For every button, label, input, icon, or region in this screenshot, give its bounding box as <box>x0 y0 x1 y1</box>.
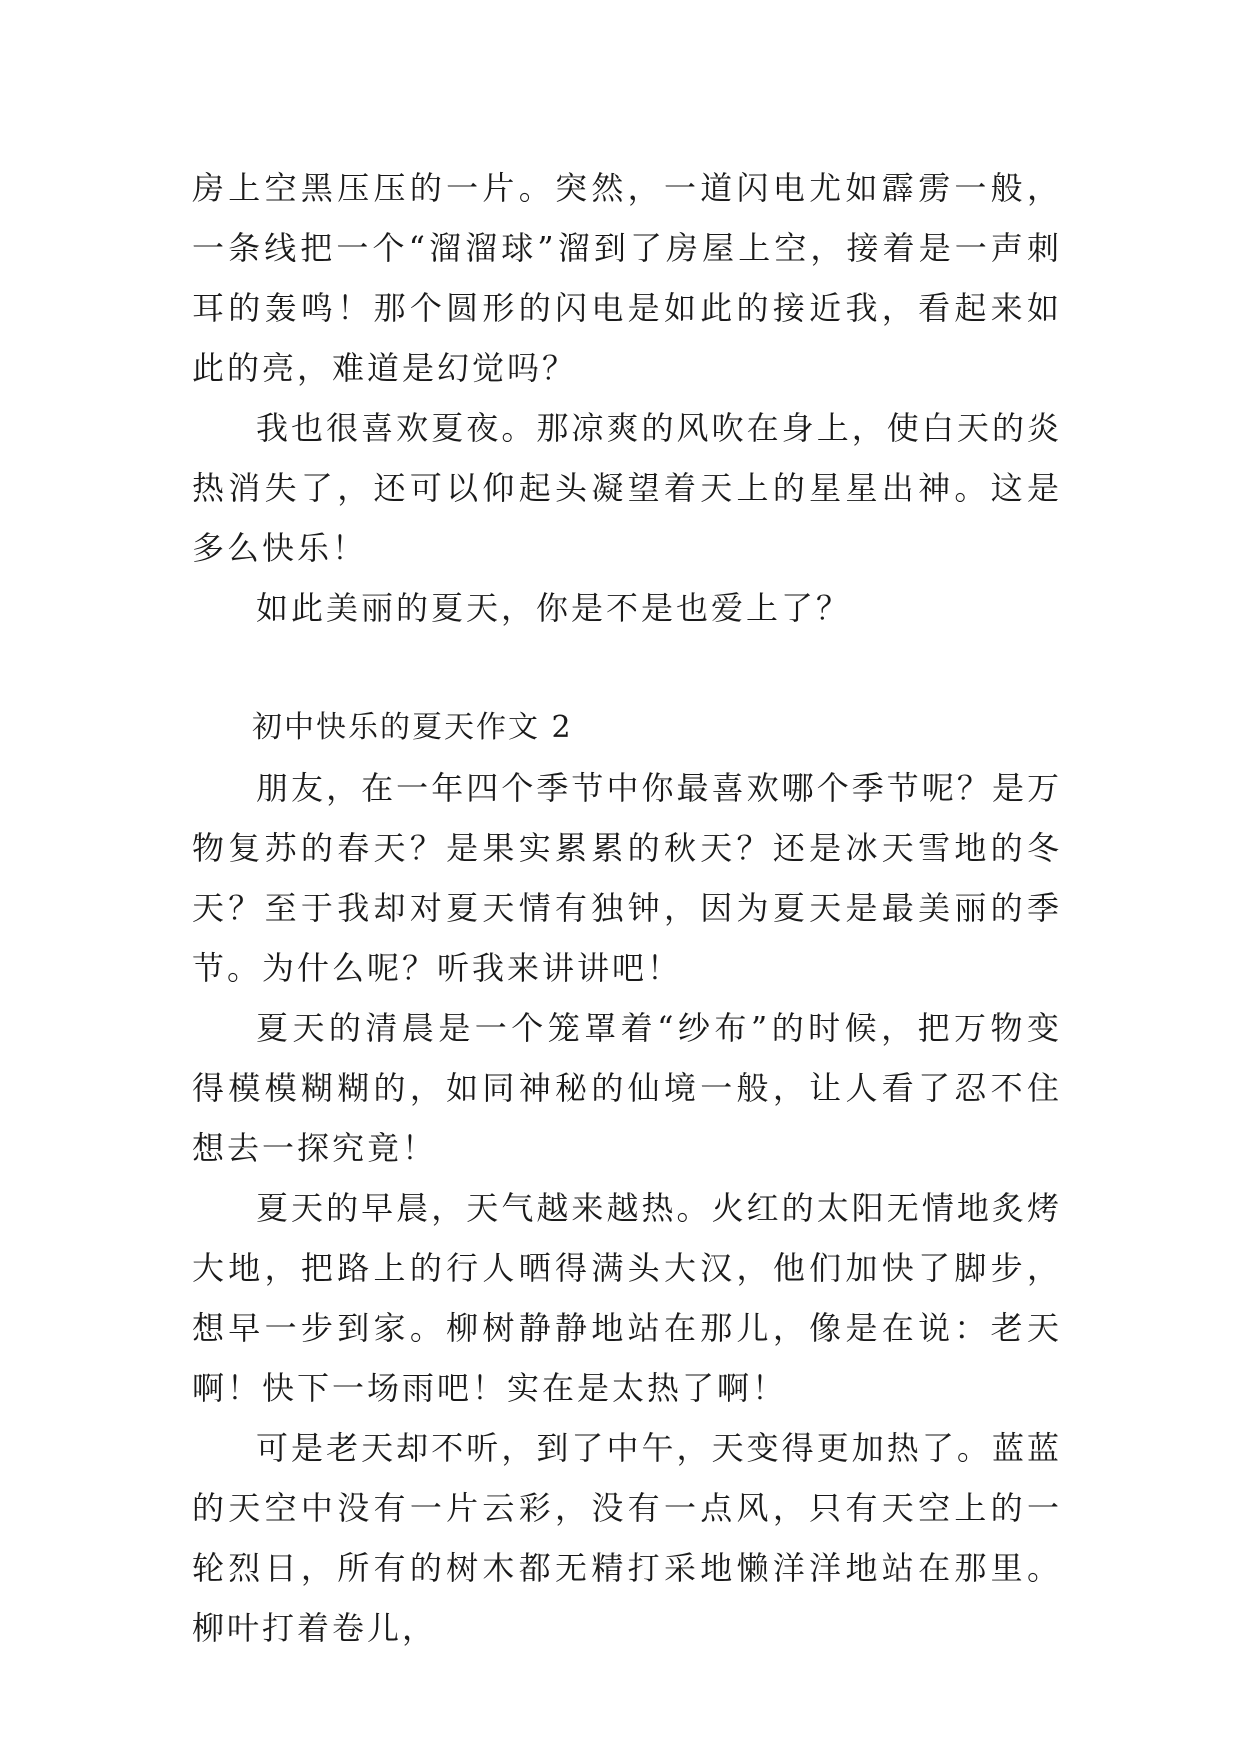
paragraph-continued: 房上空黑压压的一片。突然，一道闪电尤如霹雳一般，一条线把一个“溜溜球”溜到了房屋上空，接着是一声刺耳的轰鸣！那个圆形的闪电是如此的接近我，看起来如此的亮，难道是幻觉吗？ <box>192 169 1062 387</box>
paragraph-morning: 夏天的早晨，天气越来越热。火红的太阳无情地炙烤大地，把路上的行人晒得满头大汉，他们加快了脚步，想早一步到家。柳树静静地站在那儿，像是在说：老天啊！快下一场雨吧！实在是太热了啊！ <box>192 1189 1062 1407</box>
paragraph-summer-night: 我也很喜欢夏夜。那凉爽的风吹在身上，使白天的炎热消失了，还可以仰起头凝望着天上的星星出神。这是多么快乐！ <box>192 409 1062 567</box>
paragraph-closing-question: 如此美丽的夏天，你是不是也爱上了？ <box>256 589 852 627</box>
essay-heading: 初中快乐的夏天作文 2 <box>252 710 573 745</box>
paragraph-intro: 朋友，在一年四个季节中你最喜欢哪个季节呢？是万物复苏的春天？是果实累累的秋天？还是冰天雪地的冬天？至于我却对夏天情有独钟，因为夏天是最美丽的季节。为什么呢？听我来讲讲吧！ <box>192 769 1062 987</box>
paragraph-dawn: 夏天的清晨是一个笼罩着“纱布”的时候，把万物变得模模糊糊的，如同神秘的仙境一般，让人看了忍不住想去一探究竟！ <box>192 1009 1062 1167</box>
document-body <box>192 158 1062 1658</box>
paragraph-noon: 可是老天却不听，到了中午，天变得更加热了。蓝蓝的天空中没有一片云彩，没有一点风，只有天空上的一轮烈日，所有的树木都无精打采地懒洋洋地站在那里。柳叶打着卷儿， <box>192 1429 1062 1647</box>
